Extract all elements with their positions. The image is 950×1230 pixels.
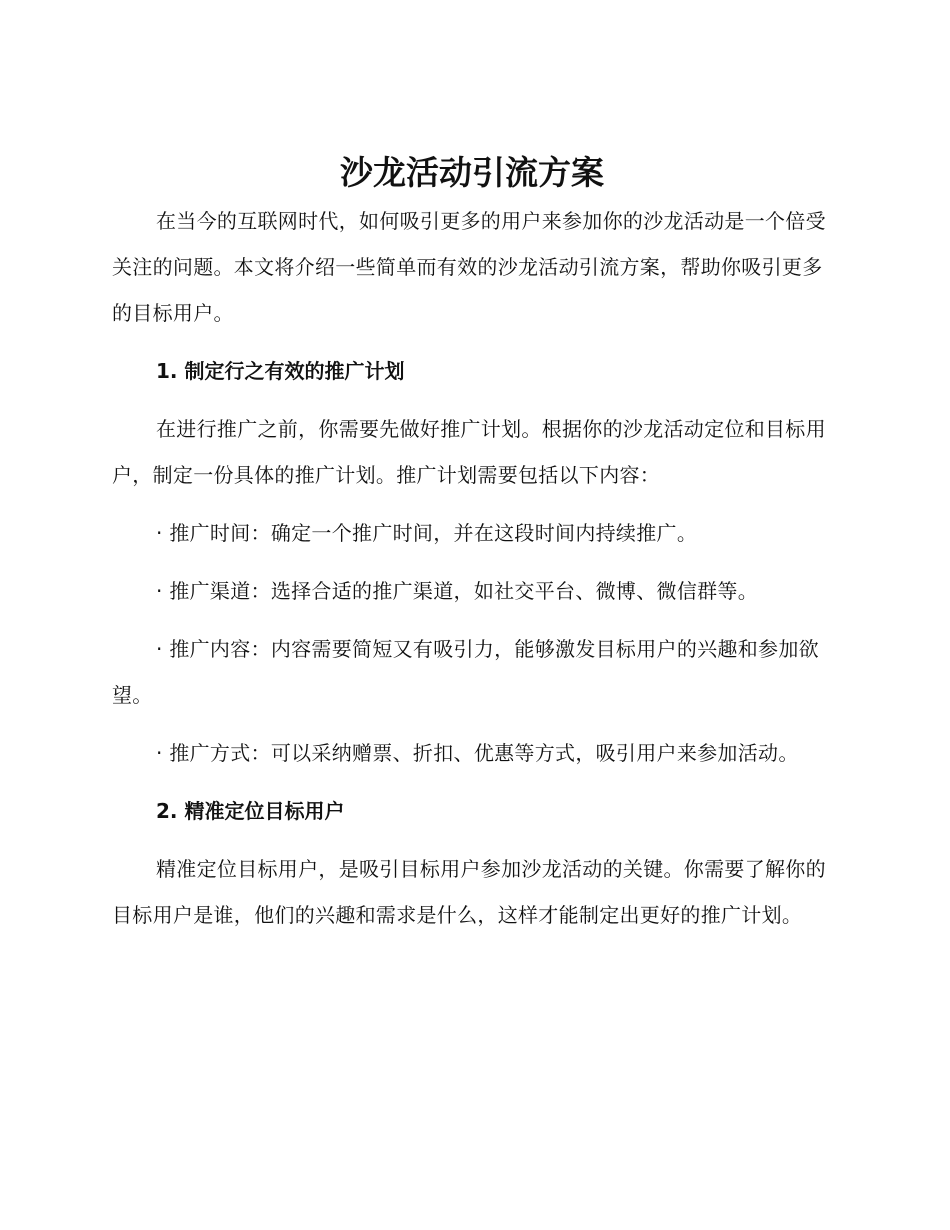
bullet-item-promotion-channel: · 推广渠道：选择合适的推广渠道，如社交平台、微博、微信群等。 bbox=[156, 579, 759, 603]
section-2-paragraph: 精准定位目标用户，是吸引目标用户参加沙龙活动的关键。你需要了解你的目标用户是谁，他们的兴趣和需求是什么，这样才能制定出更好的推广计划。 bbox=[112, 857, 826, 927]
intro-paragraph: 在当今的互联网时代，如何吸引更多的用户来参加你的沙龙活动是一个倍受关注的问题。本文将介绍一些简单而有效的沙龙活动引流方案，帮助你吸引更多的目标用户。 bbox=[112, 209, 826, 325]
section-heading-1: 1. 制定行之有效的推广计划 bbox=[156, 359, 405, 383]
document-title: 沙龙活动引流方案 bbox=[340, 153, 604, 192]
section-heading-2: 2. 精准定位目标用户 bbox=[156, 799, 345, 823]
bullet-item-promotion-time: · 推广时间：确定一个推广时间，并在这段时间内持续推广。 bbox=[156, 521, 698, 545]
document-page bbox=[112, 150, 832, 938]
bullet-item-promotion-content: · 推广内容：内容需要简短又有吸引力，能够激发目标用户的兴趣和参加欲望。 bbox=[112, 637, 819, 707]
bullet-item-promotion-method: · 推广方式：可以采纳赠票、折扣、优惠等方式，吸引用户来参加活动。 bbox=[156, 741, 799, 765]
section-1-paragraph: 在进行推广之前，你需要先做好推广计划。根据你的沙龙活动定位和目标用户，制定一份具体的推广计划。推广计划需要包括以下内容： bbox=[112, 417, 826, 487]
